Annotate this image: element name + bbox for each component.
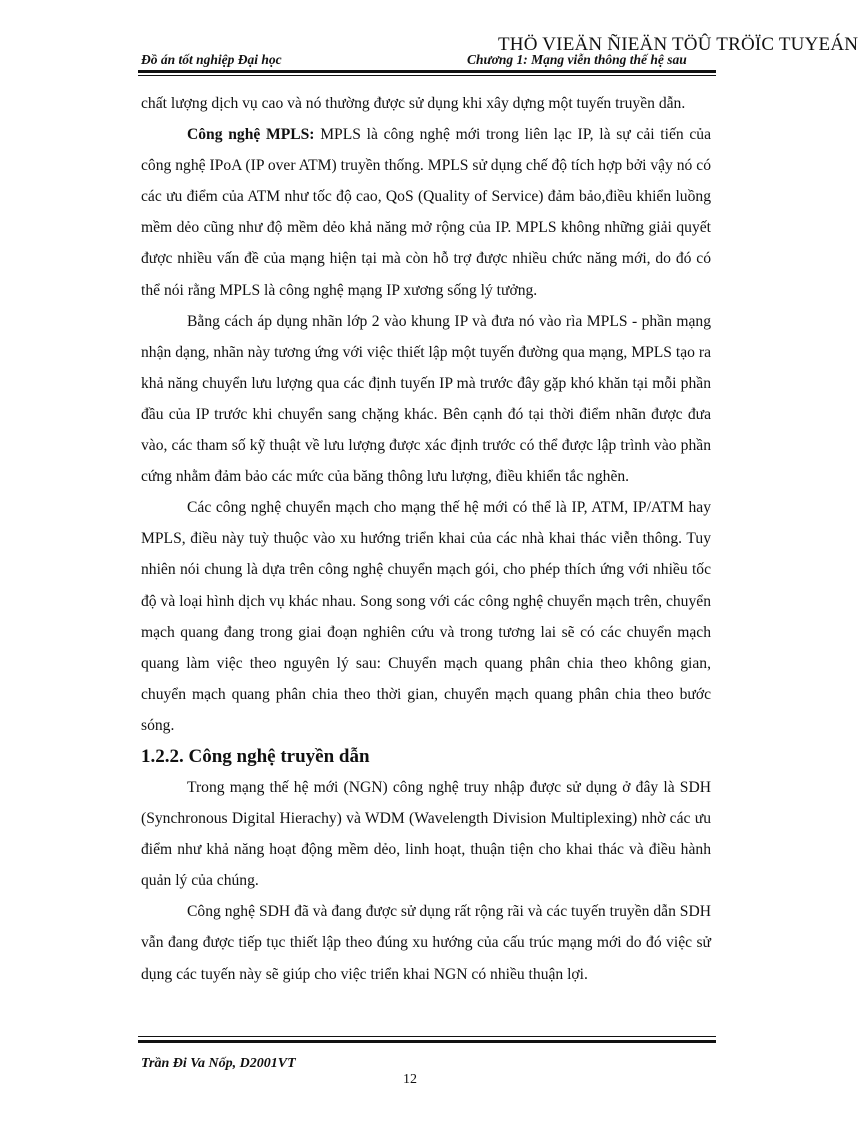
page-number: 12 (403, 1072, 417, 1087)
paragraph-mpls (141, 119, 711, 306)
header-rule-thin (138, 75, 716, 76)
paragraph-4: Các công nghệ chuyển mạch cho mạng thế hệ mới có thể là IP, ATM, IP/ATM hay MPLS, điều này tuỳ thuộc vào xu hướng triển khai của các nhà khai thác viễn thông. Tuy nhiên nói chung là dựa trên công nghệ chuyển mạch gói, cho phép thích ứng với nhiều tốc độ và loại hình dịch vụ khác nhau. Song song với các công nghệ chuyển mạch trên, chuyển mạch quang đang trong giai đoạn nghiên cứu và trong tương lai sẽ có các chuyển mạch quang làm việc theo nguyên lý sau: Chuyển mạch quang phân chia theo không gian, chuyển mạch quang phân chia theo thời gian, chuyển mạch quang phân chia theo bước sóng. (141, 499, 711, 734)
paragraph-1: chất lượng dịch vụ cao và nó thường được sử dụng khi xây dựng một tuyến truyền dẫn. (141, 95, 686, 112)
footer-author: Trần Đi Va Nốp, D2001VT (141, 1056, 296, 1071)
paragraph-3: Bằng cách áp dụng nhãn lớp 2 vào khung IP và đưa nó vào rìa MPLS - phần mạng nhận dạng, nhãn này tương ứng với việc thiết lập một tuyến đường qua mạng, MPLS tạo ra khả năng chuyển lưu lượng qua các định tuyến IP mà trước đây gặp khó khăn tại mỗi phần đầu của IP trước khi chuyển sang chặng khác. Bên cạnh đó tại thời điểm nhãn được đưa vào, các tham số kỹ thuật về lưu lượng được xác định trước có thể được lập trình vào phần cứng nhằm đảm bảo các mức của băng thông lưu lượng, điều khiển tắc nghẽn. (141, 312, 711, 486)
header-chapter-title: Chương 1: Mạng viễn thông thế hệ sau (467, 52, 687, 67)
header-rule-thick (138, 70, 716, 73)
page-body (141, 88, 711, 990)
section-heading: 1.2.2. Công nghệ truyền dẫn (141, 745, 370, 767)
paragraph-mpls-lead: Công nghệ MPLS: (187, 126, 315, 144)
paragraph-5: Trong mạng thế hệ mới (NGN) công nghệ truy nhập được sử dụng ở đây là SDH (Synchronous Digital Hierachy) và WDM (Wavelength Division Multiplexing) nhờ các ưu điểm như khả năng hoạt động mềm dẻo, linh hoạt, thuận tiện cho khai thác và điều hành quản lý của chúng. (141, 778, 711, 890)
footer-rule-thin (138, 1036, 716, 1037)
watermark-text: THÖ VIEÄN ÑIEÄN TÖÛ TRÖÏC TUYEÁN (498, 34, 858, 55)
header-document-title: Đồ án tốt nghiệp Đại học (141, 52, 282, 67)
footer-rule-thick (138, 1040, 716, 1043)
paragraph-6: Công nghệ SDH đã và đang được sử dụng rất rộng rãi và các tuyến truyền dẫn SDH vẫn đang được tiếp tục thiết lập theo đúng xu hướng của cấu trúc mạng mới do đó việc sử dụng các tuyến này sẽ giúp cho việc triển khai NGN có nhiều thuận lợi. (141, 903, 711, 983)
paragraph-mpls-text: MPLS là công nghệ mới trong liên lạc IP, là sự cải tiến của công nghệ IPoA (IP over ATM) truyền thống. MPLS sử dụng chế độ tích hợp bởi vậy nó có các ưu điểm của ATM như tốc độ cao, QoS (Quality of Service) đảm bảo,điều khiển luồng mềm dẻo cũng như độ mềm dẻo khả năng mở rộng của IP. MPLS không những giải quyết được nhiều vấn đề của mạng hiện tại mà còn hỗ trợ được nhiều chức năng mới, do đó có thể nói rằng MPLS là công nghệ mạng IP xương sống lý tưởng. (141, 126, 711, 299)
